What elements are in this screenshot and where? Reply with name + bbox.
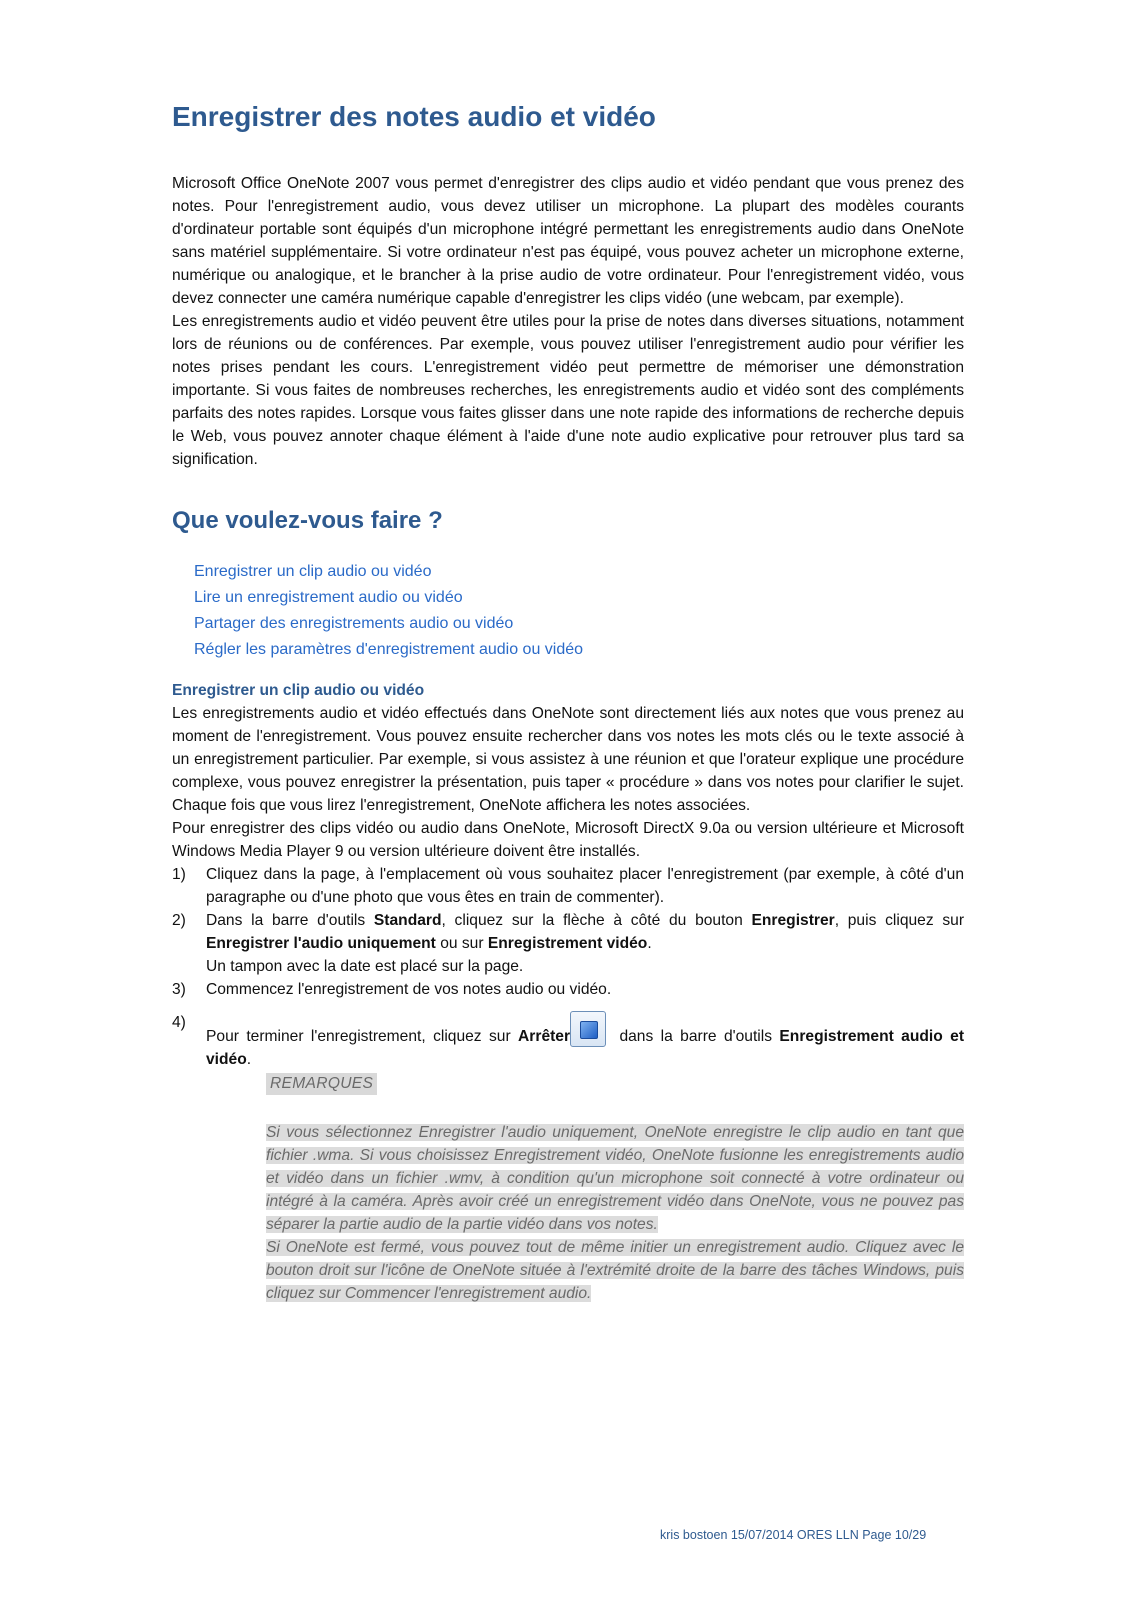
step-1 (172, 863, 964, 909)
subsection-title: Enregistrer un clip audio ou vidéo (172, 682, 425, 700)
step-text: , puis cliquez sur (834, 912, 965, 930)
page-title: Enregistrer des notes audio et vidéo (172, 101, 656, 132)
step-text: Dans la barre d'outils (206, 912, 374, 930)
step-2 (172, 909, 964, 978)
step-number: 1) (172, 866, 186, 884)
page-footer: kris bostoen 15/07/2014 ORES LLN Page 10/29 (660, 1528, 927, 1542)
step-text: ou sur (435, 935, 488, 953)
intro-paragraph-2: Les enregistrements audio et vidéo peuvent être utiles pour la prise de notes dans diverses situations, notamment lors de réunions ou de conférences. Par exemple, vous pouvez utiliser l'enregistrement audio pour vérifier les notes prises pendant les cours. L'enregistrement vidéo peut permettre de mémoriser une démonstration importante. Si vous faites de nombreuses recherches, les enregistrements audio et vidéo sont des compléments parfaits des notes rapides. Lorsque vous faites glisser dans une note rapide des informations de recherche depuis le Web, vous pouvez annoter chaque élément à l'aide d'une note audio explicative pour retrouver plus tard sa signification. (172, 312, 964, 468)
step-number: 4) (172, 1014, 186, 1032)
section-title: Que voulez-vous faire ? (172, 506, 443, 534)
subsection-paragraph-1: Les enregistrements audio et vidéo effectués dans OneNote sont directement liés aux notes que vous prenez au moment de l'enregistrement. Vous pouvez ensuite rechercher dans vos notes les mots clés ou le texte associé à un enregistrement particulier. Par exemple, si vous assistez à une réunion et que l'orateur explique une procédure complexe, vous pouvez enregistrer la présentation, puis taper « procédure » dans vos notes pour clarifier le sujet. Chaque fois que vous lirez l'enregistrement, OneNote affichera les notes associées. (172, 705, 964, 815)
step-3 (172, 978, 964, 1001)
step-4 (172, 1011, 964, 1071)
step-number: 3) (172, 981, 186, 999)
step-text: , cliquez sur la flèche à côté du bouton (441, 912, 752, 930)
step-text: Cliquez dans la page, à l'emplacement où vous souhaitez placer l'enregistrement (par exemple, à côté d'un paragraphe ou d'une photo que vous êtes en train de commenter). (206, 866, 964, 907)
link-recording-settings[interactable]: Régler les paramètres d'enregistrement audio ou vidéo (194, 641, 584, 659)
toolbar-name: Standard (373, 912, 442, 930)
link-share-recordings[interactable]: Partager des enregistrements audio ou vidéo (194, 615, 514, 633)
toolbar-name: Enregistrement audio et vidéo (206, 1028, 965, 1069)
button-name: Arrêter (518, 1028, 571, 1046)
step-text: . (246, 1051, 252, 1069)
intro-paragraph-1: Microsoft Office OneNote 2007 vous permet d'enregistrer des clips audio et vidéo pendant que vous prenez des notes. Pour l'enregistrement audio, vous devez utiliser un microphone. La plupart des modèles courants d'ordinateur portable sont équipés d'un microphone intégré permettant les enregistrements audio dans OneNote sans matériel supplémentaire. Si votre ordinateur n'est pas équipé, vous pouvez acheter un microphone externe, numérique ou analogique, et le brancher à la prise audio de votre ordinateur. Pour l'enregistrement vidéo, vous devez connecter une caméra numérique capable d'enregistrer les clips vidéo (une webcam, par exemple). (172, 174, 964, 307)
menu-option: Enregistrement vidéo (487, 935, 648, 953)
menu-option: Enregistrer l'audio uniquement (206, 935, 436, 953)
step-text: Pour terminer l'enregistrement, cliquez sur (206, 1028, 519, 1046)
stop-icon (570, 1011, 606, 1047)
remarks-notes (266, 1121, 964, 1305)
document-page (172, 100, 964, 1305)
step-note: Un tampon avec la date est placé sur la page. (206, 958, 524, 976)
step-text: Commencez l'enregistrement de vos notes audio ou vidéo. (206, 981, 612, 999)
subsection-paragraph-2: Pour enregistrer des clips vidéo ou audio dans OneNote, Microsoft DirectX 9.0a ou version ultérieure et Microsoft Windows Media Player 9 ou version ultérieure doivent être installés. (172, 820, 964, 861)
step-text: . (647, 935, 652, 953)
remark-note-2: Si OneNote est fermé, vous pouvez tout de même initier un enregistrement audio. Cliquez avec le bouton droit sur l'icône de OneNote située à l'extrémité droite de la barre des tâches Windows, puis cliquez sur Commencer l'enregistrement audio. (266, 1239, 964, 1303)
task-links (194, 559, 964, 663)
step-number: 2) (172, 912, 186, 930)
remarks-label: REMARQUES (266, 1073, 377, 1095)
steps-list (172, 863, 964, 1071)
button-name: Enregistrer (751, 912, 835, 930)
link-play-recording[interactable]: Lire un enregistrement audio ou vidéo (194, 589, 463, 607)
step-text: dans la barre d'outils (612, 1028, 780, 1046)
link-record-clip[interactable]: Enregistrer un clip audio ou vidéo (194, 563, 432, 581)
remark-note-1: Si vous sélectionnez Enregistrer l'audio uniquement, OneNote enregistre le clip audio en tant que fichier .wma. Si vous choisissez Enregistrement vidéo, OneNote fusionne les enregistrements audio et vidéo dans un fichier .wmv, à condition qu'un microphone soit connecté à votre ordinateur ou intégré à la caméra. Après avoir créé un enregistrement vidéo dans OneNote, vous ne pouvez pas séparer la partie audio de la partie vidéo dans vos notes. (266, 1124, 964, 1234)
